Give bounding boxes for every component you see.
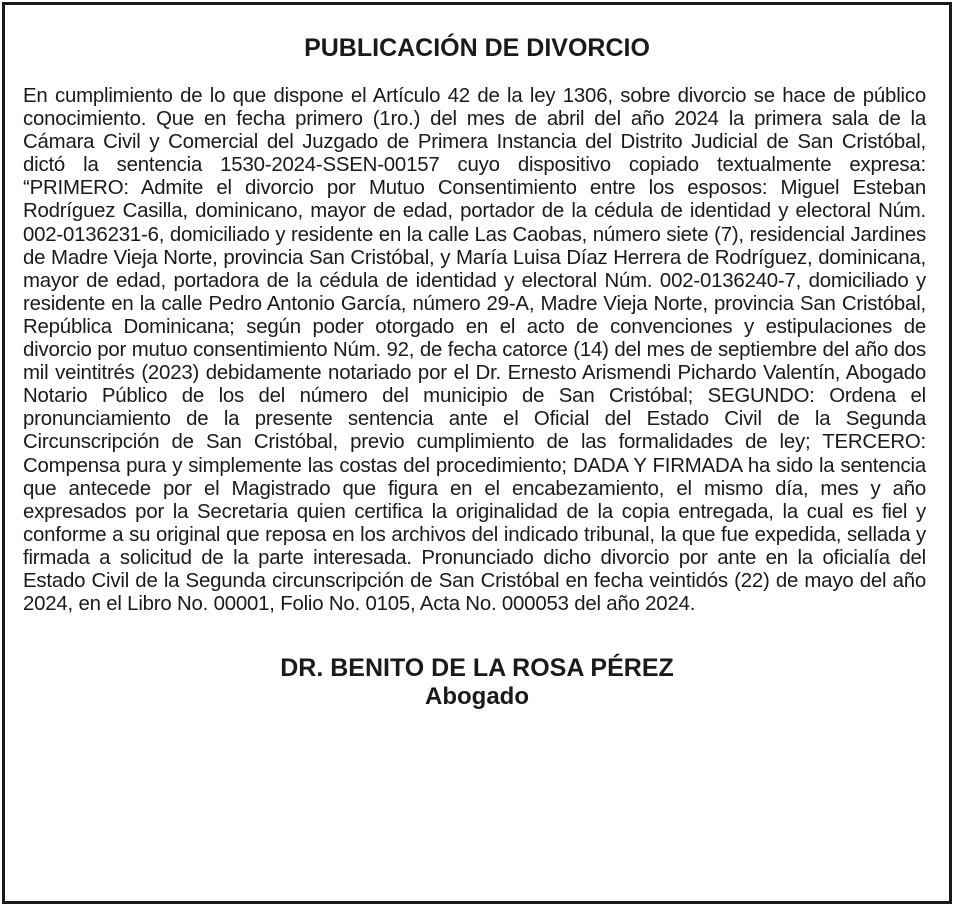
signature-block xyxy=(5,654,949,711)
legal-notice xyxy=(2,2,952,904)
notice-title: PUBLICACIÓN DE DIVORCIO xyxy=(304,34,650,62)
notice-body: En cumplimiento de lo que dispone el Artículo 42 de la ley 1306, sobre divorcio se hace de público conocimiento. Que en fecha primero (1ro.) del mes de abril del año 2024 la primera sala de la Cámara Civil y Comercial del Juzgado de Primera Instancia del Distrito Judicial de San Cristóbal, dictó la sentencia 1530-2024-SSEN-00157 cuyo dispositivo copiado textualmente expresa: “PRIMERO: Admite el divorcio por Mutuo Consentimiento entre los esposos: Miguel Esteban Rodríguez Casilla, dominicano, mayor de edad, portador de la cédula de identidad y electoral Núm. 002-0136231-6, domiciliado y residente en la calle Las Caobas, número siete (7), residencial Jardines de Madre Vieja Norte, provincia San Cristóbal, y María Luisa Díaz Herrera de Rodríguez, dominicana, mayor de edad, portadora de la cédula de identidad y electoral Núm. 002-0136240-7, domiciliado y residente en la calle Pedro Antonio García, número 29-A, Madre Vieja Norte, provincia San Cristóbal, República Dominicana; según poder otorgado en el acto de convenciones y estipulaciones de divorcio por mutuo consentimiento Núm. 92, de fecha catorce (14) del mes de septiembre del año dos mil veintitrés (2023) debidamente notariado por el Dr. Ernesto Arismendi Pichardo Valentín, Abogado Notario Público de los del número del municipio de San Cristóbal; SEGUNDO: Ordena el pronunciamiento de la presente sentencia ante el Oficial del Estado Civil de la Segunda Circunscripción de San Cristóbal, previo cumplimiento de las formalidades de ley; TERCERO: Compensa pura y simplemente las costas del procedimiento; DADA Y FIRMADA ha sido la sentencia que antecede por el Magistrado que figura en el encabezamiento, el mismo día, mes y año expresados por la Secretaria quien certifica la originalidad de la copia entregada, la cual es fiel y conforme a su original que reposa en los archivos del indicado tribunal, la que fue expedida, sellada y firmada a solicitud de la parte interesada. Pronunciado dicho divorcio por ante en la oficialía del Estado Civil de la Segunda circunscripción de San Cristóbal en fecha veintidós (22) de mayo del año 2024, en el Libro No. 00001, Folio No. 0105, Acta No. 000053 del año 2024. xyxy=(23,85,926,616)
signature-role: Abogado xyxy=(425,683,529,711)
signature-name: DR. BENITO DE LA ROSA PÉREZ xyxy=(280,654,674,683)
